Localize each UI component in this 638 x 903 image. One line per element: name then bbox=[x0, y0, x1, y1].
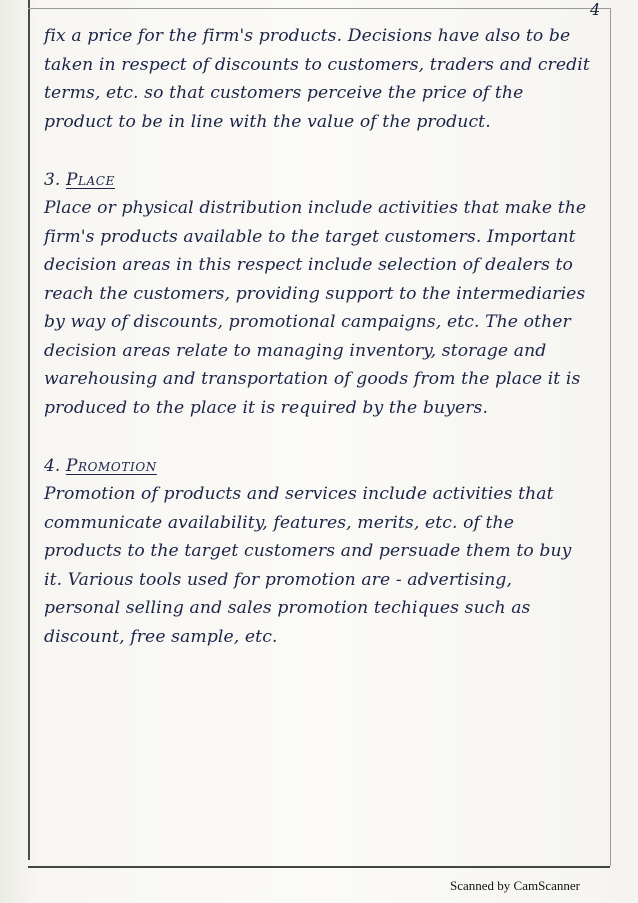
section-body-place: Place or physical distribution include activities that make the firm's products available to the target customers. Important decision areas in this respect include selection of dealers to reach the customers, providing support to the intermediaries by way of discounts, promotional campaigns, etc. The other decision areas relate to managing inventory, storage and warehousing and transportation of goods from the place it is produced to the place it is required by the buyers. bbox=[44, 198, 587, 418]
bottom-border bbox=[28, 866, 610, 868]
section-heading-promotion bbox=[44, 452, 592, 480]
top-border bbox=[28, 8, 610, 9]
page-number: 4 bbox=[590, 0, 601, 19]
handwritten-notes bbox=[44, 22, 592, 651]
section-body-promotion: Promotion of products and services include activities that communicate availability, features, merits, etc. of the products to the target customers and persuade them to buy it. Various tools used for promotion are - advertising, personal selling and sales promotion techiques such as discount, free sample, etc. bbox=[44, 484, 572, 647]
section-number: 4. bbox=[44, 456, 61, 476]
section-title: Place bbox=[65, 170, 115, 190]
section-number: 3. bbox=[44, 170, 61, 190]
right-border bbox=[610, 8, 611, 866]
section-title: Promotion bbox=[65, 456, 157, 476]
section-heading-place bbox=[44, 166, 592, 194]
margin-line bbox=[28, 0, 30, 860]
scanner-watermark: Scanned by CamScanner bbox=[450, 878, 580, 893]
intro-paragraph: fix a price for the firm's products. Decisions have also to be taken in respect of discounts to customers, traders and credit terms, etc. so that customers perceive the price of the product to be in line with the value of the product. bbox=[44, 26, 590, 132]
